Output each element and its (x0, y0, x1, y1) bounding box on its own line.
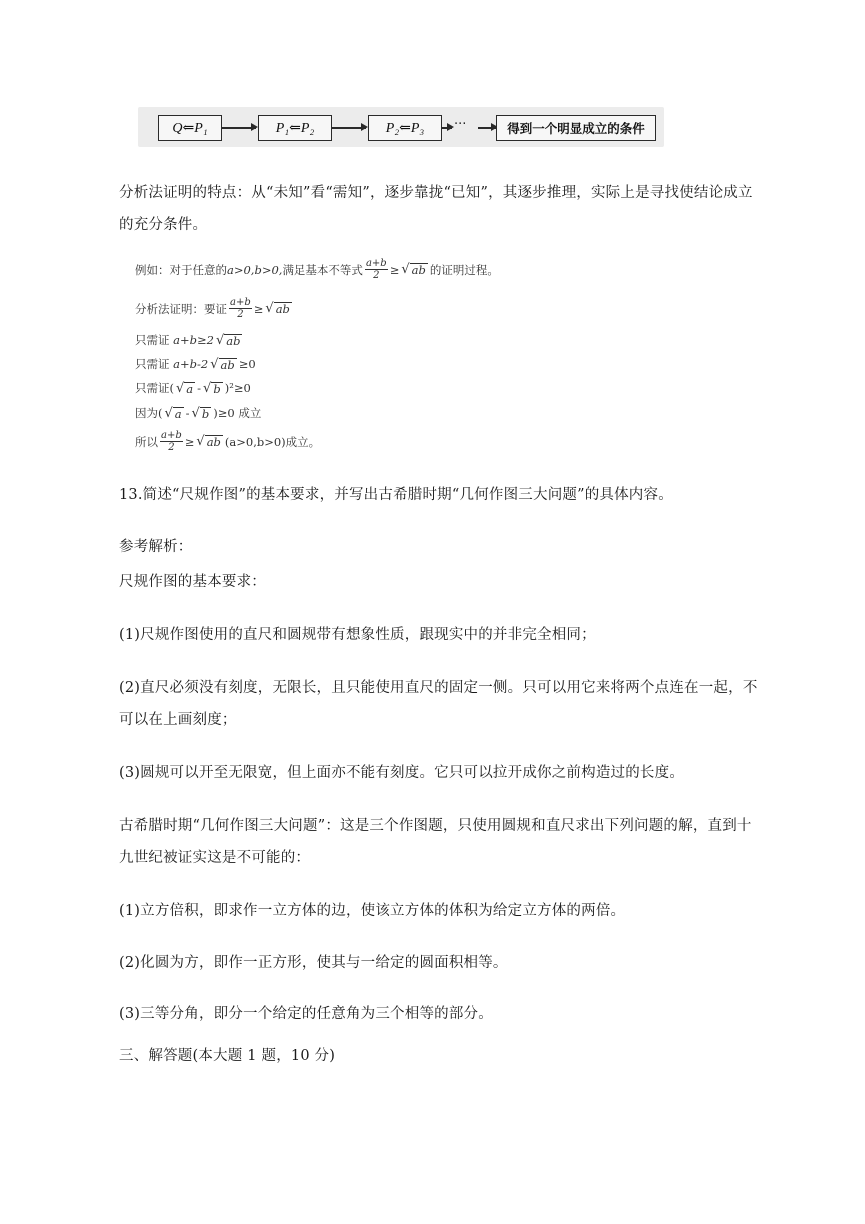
requirements-title: 尺规作图的基本要求： (119, 574, 266, 590)
flow-dots: ··· (454, 117, 467, 132)
flow-arrow-1 (222, 127, 256, 129)
question-13: 13.简述“尺规作图”的基本要求，并写出古希腊时期“几何作图三大问题”的具体内容。 (119, 487, 673, 503)
requirement-3: (3)圆规可以开至无限宽，但上面亦不能有刻度。它只可以拉开成你之前构造过的长度。 (119, 765, 685, 781)
analysis-description: 分析法证明的特点：从“未知”看“需知”，逐步靠拢“已知”，其逐步推理，实际上是寻找使结论成立的充分条件。 (119, 185, 753, 233)
analysis-flowchart (138, 107, 664, 147)
example-line-2: 分析法证明：要证 $\frac{a+b}{2}$ ≥ √ ab (135, 297, 290, 320)
fraction: $\frac{a+b}{2}$ (161, 430, 182, 453)
flow-arrow-4 (478, 127, 496, 129)
section-3-heading: 三、解答题(本大题 1 题，10 分) (119, 1048, 336, 1064)
flow-arrow-3 (442, 127, 452, 129)
problem-3: (3)三等分角，即分一个给定的任意角为三个相等的部分。 (119, 1006, 493, 1022)
sqrt-ab: √ ab (196, 434, 221, 449)
flow-box-3: P₂⇐P₃ (368, 115, 442, 141)
flow-box-1: Q⇐P₁ (158, 115, 222, 141)
example-line-7: 所以 $\frac{a+b}{2}$ ≥ √ ab (a>0,b>0)成立。 (135, 430, 321, 453)
example-line-4: 只需证 a+b-2 √ ab ≥0 (135, 356, 256, 372)
flow-box-final: 得到一个明显成立的条件 (496, 115, 656, 141)
requirement-2: (2)直尺必须没有刻度，无限长，且只能使用直尺的固定一侧。只可以用它来将两个点连在一起，不可以在上画刻度； (119, 680, 758, 728)
sqrt-ab: √ ab (401, 262, 426, 277)
example-line-3: 只需证 a+b≥2 √ ab (135, 332, 241, 348)
fraction: $\frac{a+b}{2}$ (365, 258, 387, 281)
sqrt-ab: √ ab (265, 301, 290, 316)
flow-box-2: P₁⇐P₂ (258, 115, 332, 141)
reference-title: 参考解析： (119, 539, 193, 555)
requirement-1: (1)尺规作图使用的直尺和圆规带有想象性质，跟现实中的并非完全相同； (119, 627, 596, 643)
problem-1: (1)立方倍积，即求作一立方体的边，使该立方体的体积为给定立方体的两倍。 (119, 903, 626, 919)
flow-arrow-2 (332, 127, 366, 129)
example-line-5: 只需证( √ a - √ b )²≥0 (135, 380, 251, 396)
fraction: $\frac{a+b}{2}$ (230, 297, 251, 320)
example-line-1: 例如：对于任意的 a>0,b>0, 满足基本不等式 $\frac{a+b}{2}$ ≥ √ ab 的证明过程。 (135, 258, 499, 281)
example-line-6: 因为( √ a - √ b )≥0 成立 (135, 405, 262, 421)
sqrt-ab: √ ab (210, 356, 235, 372)
problem-2: (2)化圆为方，即作一正方形，使其与一给定的圆面积相等。 (119, 955, 508, 971)
greek-problems-intro: 古希腊时期“几何作图三大问题”：这是三个作图题，只使用圆规和直尺求出下列问题的解，直到十九世纪被证实这是不可能的： (119, 818, 752, 866)
sqrt-ab: √ ab (215, 332, 241, 348)
